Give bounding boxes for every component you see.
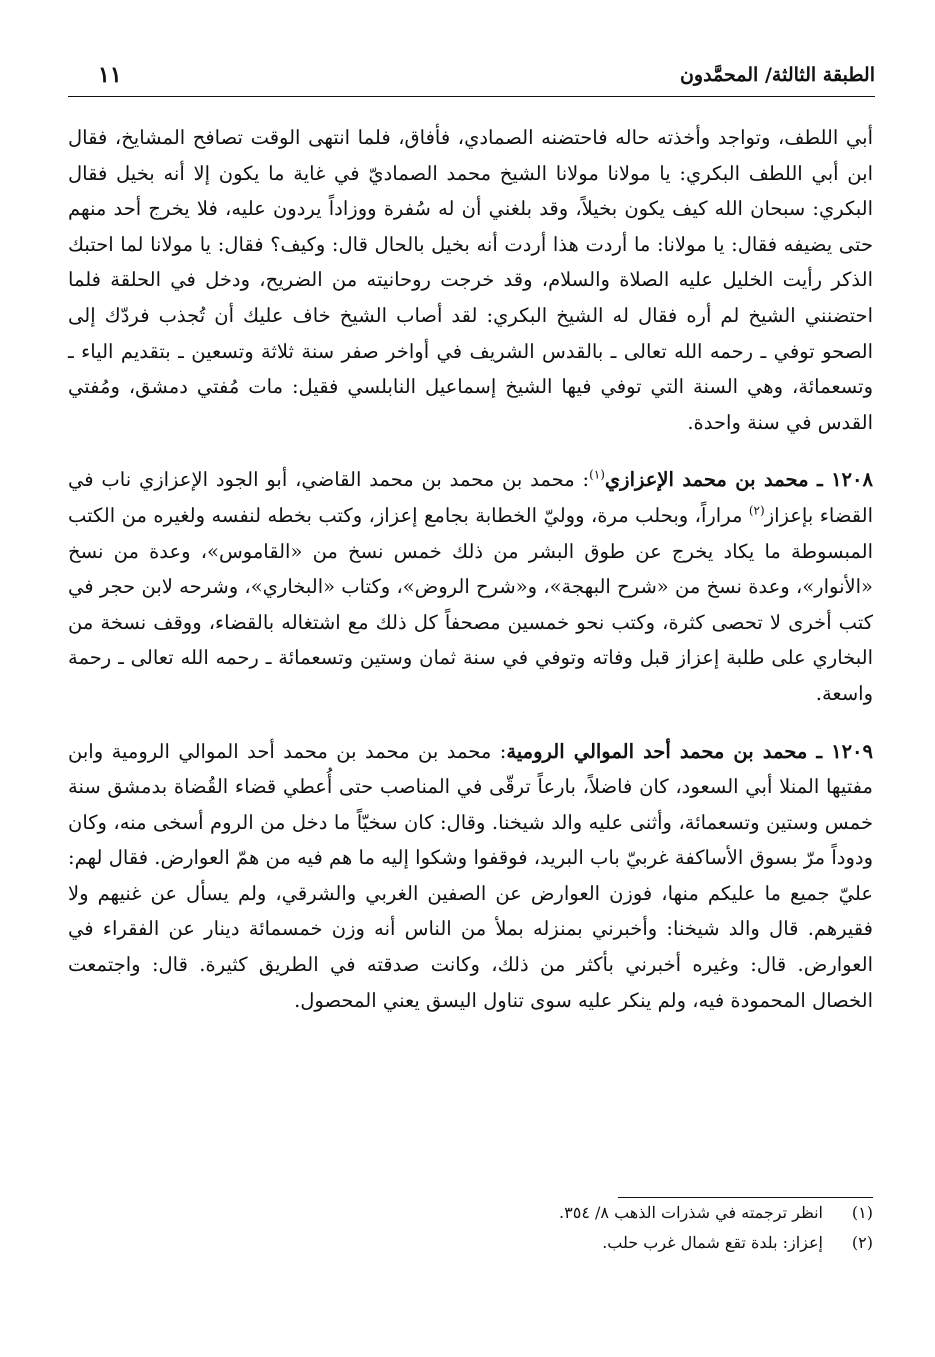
footnote-ref: (٢) (748, 503, 765, 518)
entry-heading: ١٢٠٩ ـ محمد بن محمد أحد الموالي الرومية (506, 739, 873, 763)
body-text (68, 120, 873, 1040)
page-number: ١١ (98, 62, 122, 88)
footnote-mark: (١) (851, 1203, 873, 1222)
page-header (68, 62, 875, 97)
footnote-item (68, 1198, 873, 1228)
footnotes (68, 1198, 873, 1258)
footnote-text: إعزاز: بلدة تقع شمال غرب حلب. (602, 1233, 823, 1252)
entry-1209 (68, 734, 873, 1019)
footnote-ref: (١) (589, 467, 605, 482)
entry-text: : محمد بن محمد بن محمد القاضي، أبو الجود الإعزازي ناب في القضاء بإعزاز (68, 468, 873, 527)
footnote-mark: (٢) (851, 1233, 873, 1252)
footnote-text: انظر ترجمته في شذرات الذهب ٨/ ٣٥٤. (559, 1203, 823, 1222)
footnote-item (68, 1228, 873, 1258)
running-title: الطبقة الثالثة/ المحمَّدون (679, 64, 875, 86)
continuation-paragraph: أبي اللطف، وتواجد وأخذته حاله فاحتضنه الصمادي، فأفاق، فلما انتهى الوقت تصافح المشايخ، فقال ابن أبي اللطف البكري: يا مولانا مولانا الشيخ محمد الصماديّ في غاية ما يكون إلا أنه بخيل فقال البكري: سبحان الله كيف يكون بخيلاً، وقد بلغني أن له سُفرة ووزاداً يردون عليه، فلا يخرج أحد منهم حتى يضيفه فقال: يا مولانا: ما أردت هذا أردت أنه بخيل بالحال قال: وكيف؟ فقال: يا مولانا لما احتبك الذكر رأيت الخليل عليه الصلاة والسلام، وقد خرجت روحانيته من الضريح، ودخل في الحلقة فلما احتضنني الشيخ لم أره فقال له الشيخ البكري: لقد أصاب الشيخ خاف عليك أن تُجذب فردّك إلى الصحو توفي ـ رحمه الله تعالى ـ بالقدس الشريف في أواخر صفر سنة ثلاثة وتسعين ـ بتقديم الياء ـ وتسعمائة، وهي السنة التي توفي فيها الشيخ إسماعيل النابلسي فقيل: مات مُفتي دمشق، ومُفتي القدس في سنة واحدة. (68, 126, 874, 434)
entry-text: : محمد بن محمد بن محمد أحد الموالي الرومية وابن مفتيها المنلا أبي السعود، كان فاضلاً، بارعاً ترقّى في المناصب حتى أُعطي قضاء القُضاة بدمشق سنة خمس وستين وتسعمائة، وأثنى عليه والد شيخنا. وقال: كان سخيّاً ما دخل من الروم أسخى منه، وكان ودوداً مرّ بسوق الأساكفة غربيّ باب البريد، فوقفوا وشكوا إليه ما هم فيه من همّ العوارض. فقال لهم: عليّ جميع ما عليكم منها، فوزن العوارض عن الصفين الغربي والشرقي، ولم يسأل عن غنيهم ولا فقيرهم. قال والد شيخنا: وأخبرني بمنزله بملأ من الناس أنه وزن خمسمائة دينار عن الفقراء في العوارض. قال: وغيره أخبرني بأكثر من ذلك، وكانت صدقته في الطريق كثيرة. قال: واجتمعت الخصال المحمودة فيه، ولم ينكر عليه سوى تناول اليسق يعني المحصول. (68, 739, 873, 1012)
entry-1208 (68, 462, 873, 711)
entry-text: مراراً، وبحلب مرة، ووليّ الخطابة بجامع إعزاز، وكتب بخطه لنفسه ولغيره من الكتب المبسوطة ما يكاد يخرج عن طوق البشر من ذلك خمس نسخ من «القاموس»، وعدة من نسخ «الأنوار»، وعدة نسخ من «شرح البهجة»، و«شرح الروض»، وكتاب «البخاري»، وشرحه لابن حجر في كتب أخرى لا تحصى كثرة، وكتب نحو خمسين مصحفاً كل ذلك مع اشتغاله بالقضاء، ووقف نسخة من البخاري على طلبة إعزاز قبل وفاته وتوفي في سنة ثمان وستين وتسعمائة ـ رحمه الله تعالى ـ رحمة واسعة. (68, 503, 873, 705)
entry-heading: ١٢٠٨ ـ محمد بن محمد الإعزازي (604, 468, 873, 492)
